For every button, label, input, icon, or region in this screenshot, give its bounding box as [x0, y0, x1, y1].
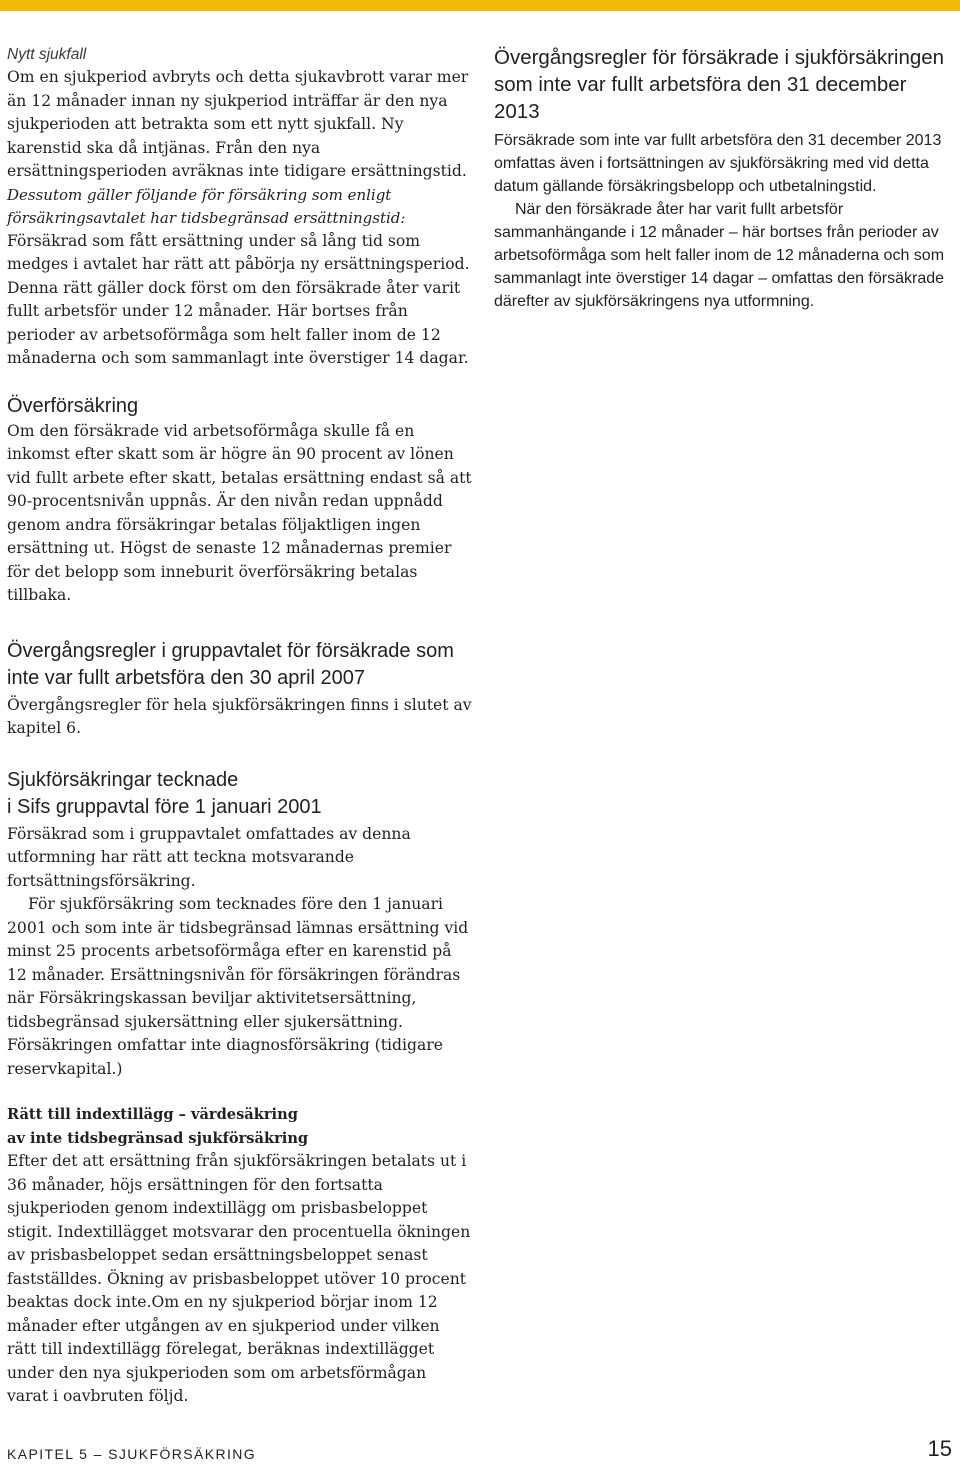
paragraph: Försäkrade som inte var fullt arbetsföra den 31 december 2013 omfattas även i fortsättningen av sjukförsäkring med vid detta datum gällande försäkringsbelopp och utbetalningstid. [494, 132, 942, 195]
left-column [7, 44, 472, 1409]
right-column [494, 44, 954, 313]
section-overgangsregler-2007 [7, 638, 472, 741]
section-title-overgangsregler-2007: Övergångsregler i gruppavtalet för försäkrade som inte var fullt arbetsföra den 30 april 2007 [7, 639, 454, 689]
italic-intro: Dessutom gäller följande för försäkring som enligt försäkringsavtalet har tidsbegränsad ersättningstid: [7, 185, 406, 227]
section-overforsakring [7, 393, 472, 608]
section-title-overforsakring: Överförsäkring [7, 394, 139, 417]
section-title-indextillagg-line2: av inte tidsbegränsad sjukförsäkring [7, 1129, 309, 1147]
footer-chapter: KAPITEL 5 – SJUKFÖRSÄKRING [7, 1446, 257, 1462]
paragraph: När den försäkrade åter har varit fullt arbetsför sammanhängande i 12 månader – här bortses från perioder av arbetsoförmåga som helt faller inom de 12 månaderna och som sammanlagt inte överstiger 14 dagar – omfattas den försäkrade därefter av sjukförsäkringens nya utformning. [494, 201, 945, 310]
section-title-sifs-line2: i Sifs gruppavtal före 1 januari 2001 [7, 795, 322, 818]
top-accent-bar [0, 0, 960, 11]
paragraph: För sjukförsäkring som tecknades före den 1 januari 2001 och som inte är tidsbegränsad lämnas ersättning vid minst 25 procents arbetsoförmåga efter en karenstid på 12 månader. Ersättningsnivån för försäkringen förändras när Försäkringskassan beviljar aktivitetsersättning, tidsbegränsad sjukersättning eller sjukersättning. Försäkringen omfattar inte diagnosförsäkring (tidigare reservkapital.) [7, 895, 469, 1078]
section-title-indextillagg-line1: Rätt till indextillägg – värdesäkring [7, 1106, 298, 1123]
section-sifs [7, 767, 472, 1082]
paragraph: Om den försäkrade vid arbetsoförmåga skulle få en inkomst efter skatt som är högre än 90 procent av lönen vid fullt arbete efter skatt, betalas ersättning endast så att 90-procentsnivån uppnås. Är den nivån redan uppnådd genom andra försäkringar betalas följaktligen ingen ersättning ut. Högst de senaste 12 månadernas premier för det belopp som inneburit överförsäkring betalas tillbaka. [7, 421, 472, 604]
paragraph: Försäkrad som fått ersättning under så lång tid som medges i avtalet har rätt att påbörja ny ersättningsperiod. Denna rätt gäller dock först om den försäkrade åter varit fullt arbetsför under 12 månader. Här bortses från perioder av arbetsoförmåga som helt faller inom de 12 månaderna och som sammanlagt inte överstiger 14 dagar. [7, 231, 470, 367]
section-title-sifs-line1: Sjukförsäkringar tecknade [7, 768, 239, 791]
paragraph: Övergångsregler för hela sjukförsäkringen finns i slutet av kapitel 6. [7, 695, 472, 737]
section-nytt-sjukfall [7, 44, 472, 371]
paragraph: Försäkrad som i gruppavtalet omfattades av denna utformning har rätt att teckna motsvarande fortsättningsförsäkring. [7, 824, 411, 890]
section-title-overgangsregler-2013: Övergångsregler för försäkrade i sjukförsäkringen som inte var fullt arbetsföra den 31 december 2013 [494, 46, 945, 123]
paragraph: Om en sjukperiod avbryts och detta sjukavbrott varar mer än 12 månader innan ny sjukperiod inträffar är den nya sjukperioden att betrakta som ett nytt sjukfall. Ny karenstid ska då intjänas. Från den nya ersättningsperioden avräknas inte tidigare ersättningstid. [7, 68, 469, 180]
page-number: 15 [927, 1436, 952, 1461]
paragraph: Efter det att ersättning från sjukförsäkringen betalats ut i 36 månader, höjs ersättningen för den fortsatta sjukperioden genom indextillägg om prisbasbeloppet stigit. Indextillägget motsvarar den procentuella ökningen av prisbasbeloppet sedan ersättningsbeloppet senast fastställdes. Ökning av prisbasbeloppet utöver 10 procent beaktas dock inte.Om en ny sjukperiod börjar inom 12 månader efter utgången av en sjukperiod under vilken rätt till indextillägg förelegat, beräknas indextillägget under den nya sjukperioden som om arbetsförmågan varat i oavbruten följd. [7, 1152, 471, 1405]
section-title-nytt-sjukfall: Nytt sjukfall [7, 46, 87, 63]
section-indextillagg [7, 1103, 472, 1409]
